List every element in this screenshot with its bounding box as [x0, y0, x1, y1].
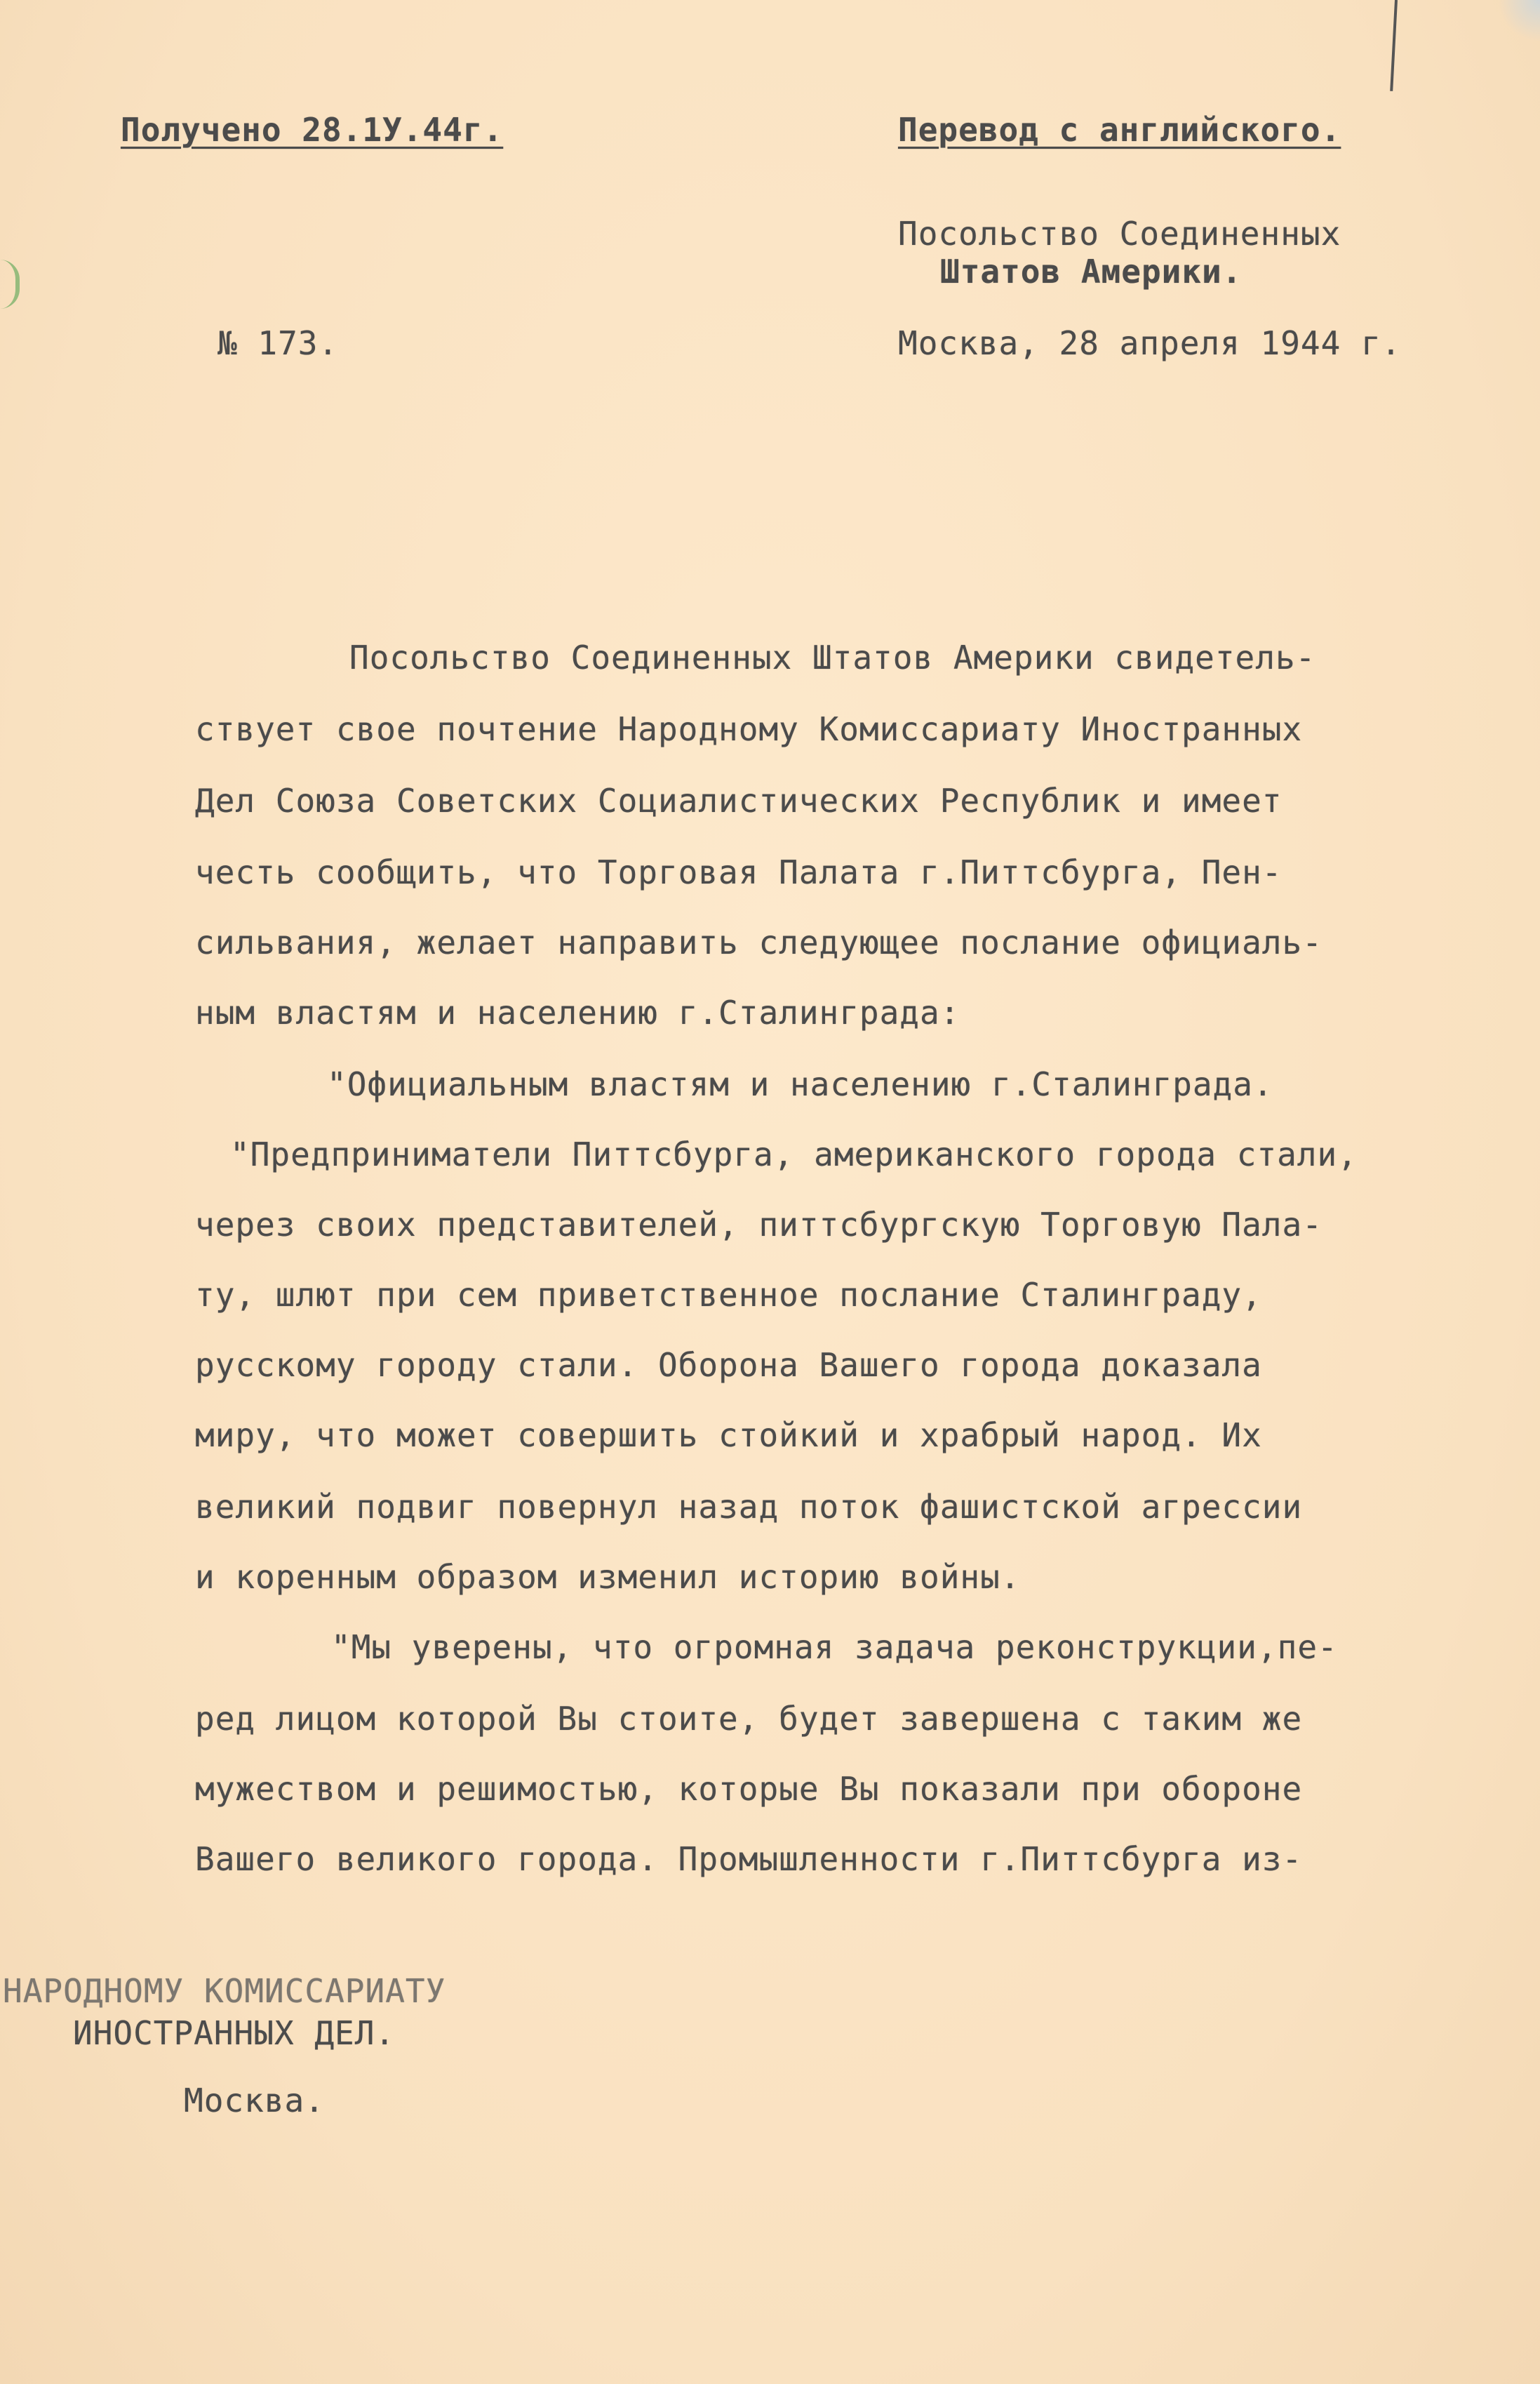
translation-note: Перевод с английского. [898, 111, 1341, 149]
body-line: честь сообщить, что Торговая Палата г.Питтсбурга, Пен- [195, 853, 1283, 891]
body-line: "Мы уверены, что огромная задача реконструкции,пе- [331, 1628, 1338, 1666]
body-line: сильвания, желает направить следующее послание официаль- [195, 924, 1323, 961]
body-line: "Предприниматели Питтсбурга, американского города стали, [230, 1136, 1358, 1173]
body-line: и коренным образом изменил историю войны. [195, 1558, 1021, 1596]
addressee-line2: ИНОСТРАННЫХ ДЕЛ. [73, 2014, 396, 2052]
body-line: ным властям и населению г.Сталинграда: [195, 994, 960, 1032]
body-line: через своих представителей, питтсбургскую Торговую Пала- [195, 1206, 1323, 1244]
body-line: "Официальным властям и населению г.Сталинграда. [327, 1065, 1273, 1103]
addressee-city: Москва. [184, 2082, 325, 2119]
body-line: Дел Союза Советских Социалистических Республик и имеет [195, 782, 1283, 820]
body-line: ту, шлют при сем приветственное послание Сталинграду, [195, 1276, 1262, 1314]
embassy-name-line1: Посольство Соединенных [898, 215, 1341, 253]
body-line: мужеством и решимостью, которые Вы показали при обороне [195, 1770, 1303, 1808]
body-line: великий подвиг повернул назад поток фашистской агрессии [195, 1488, 1303, 1526]
body-line: русскому городу стали. Оборона Вашего города доказала [195, 1346, 1262, 1384]
addressee-line1: НАРОДНОМУ КОМИССАРИАТУ [3, 1972, 446, 2010]
body-line: Вашего великого города. Промышленности г.Питтсбурга из- [195, 1840, 1303, 1878]
body-line: миру, что может совершить стойкий и храбрый народ. Их [195, 1416, 1262, 1454]
document-number: № 173. [217, 324, 339, 362]
embassy-name-line2: Штатов Америки. [940, 253, 1243, 291]
corner-shade [1498, 0, 1540, 42]
body-line: ред лицом которой Вы стоите, будет завершена с таким же [195, 1700, 1303, 1738]
received-stamp: Получено 28.1У.44г. [121, 111, 504, 149]
body-line: Посольство Соединенных Штатов Америки свидетель- [349, 639, 1316, 677]
body-line: ствует свое почтение Народному Комиссариату Иностранных [195, 710, 1303, 748]
place-date: Москва, 28 апреля 1944 г. [898, 324, 1402, 362]
